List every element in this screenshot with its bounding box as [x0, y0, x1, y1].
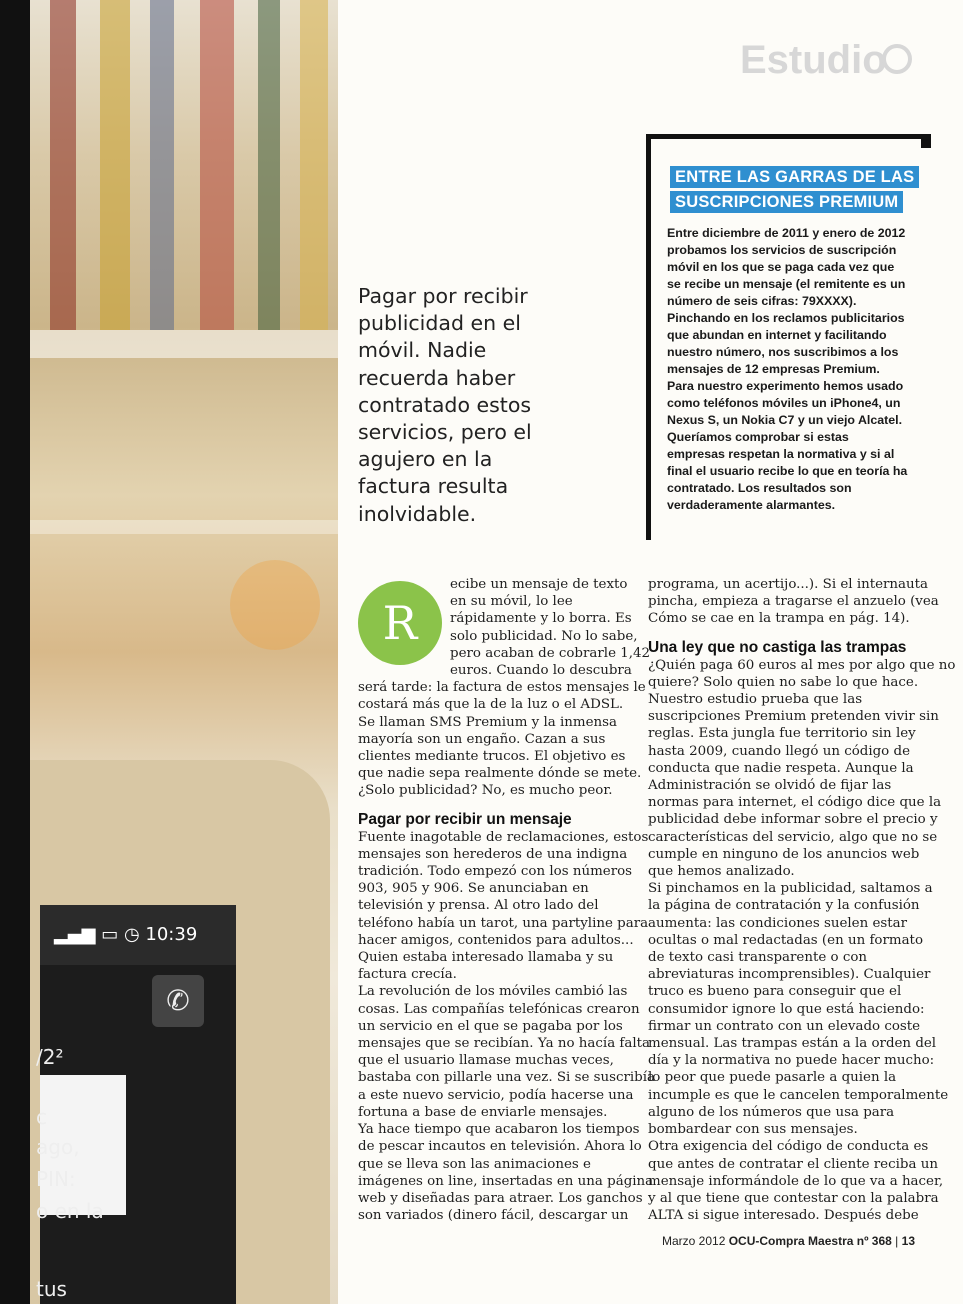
body-line: abreviaturas incomprensibles). Cualquier [648, 967, 931, 983]
box-body-line: probamos los servicios de suscripción [667, 243, 897, 257]
box-title-line: SUSCRIPCIONES PREMIUM [670, 191, 903, 213]
box-body-line: móvil en los que se paga cada vez que [667, 260, 895, 274]
body-line: Cómo se cae en la trampa en pág. 14). [648, 611, 910, 627]
screen-text: tus [36, 1277, 67, 1301]
pull-quote-line: inolvidable. [358, 501, 477, 526]
body-line: firmar un contrato con un elevado coste [648, 1018, 921, 1034]
box-body-line: verdaderamente alarmantes. [667, 498, 836, 512]
photo-shelf [30, 520, 338, 534]
body-line: consumidor ignore lo que está haciendo: [648, 1001, 925, 1017]
pull-quote-line: agujero en la [358, 447, 493, 472]
body-line: Quien estaba interesado llamaba y su [358, 950, 614, 966]
body-line: Otra exigencia del código de conducta es [648, 1139, 929, 1155]
section-heading: Una ley que no castiga las trampas [648, 638, 907, 656]
box-body-line: final el usuario recibe lo que en teoría ha [667, 464, 908, 478]
pull-quote-line: publicidad en el [358, 311, 521, 336]
body-line: en su móvil, lo lee [450, 594, 573, 610]
body-line: día y la normativa no puede hacer mucho: [648, 1053, 935, 1069]
article-column-2 [648, 576, 956, 1224]
body-line: reglas. Esta jungla fue territorio sin ley [648, 726, 916, 742]
body-line: lo peor que puede pasarle a quien la [648, 1070, 897, 1086]
box-body-line: Pinchando en los reclamos publicitarios [667, 311, 905, 325]
footer-separator: | [895, 1234, 899, 1248]
body-line: ¿Quién paga 60 euros al mes por algo que no [648, 657, 956, 673]
page-gutter [0, 0, 30, 1304]
body-line: publicidad debe informar sobre el precio y [648, 812, 938, 828]
sidebar-box-body [667, 225, 919, 514]
body-line: a este nuevo servicio, podía hacerse una [358, 1087, 634, 1103]
body-line: web y diseñadas para atraer. Los ganchos [358, 1190, 643, 1206]
screen-text: c [36, 1105, 47, 1129]
drop-cap: R [358, 581, 442, 665]
phone-clock: 10:39 [145, 924, 198, 945]
box-body-line: contratado. Los resultados son [667, 481, 852, 495]
box-body-line: número de seis cifras: 79XXXX). [667, 294, 857, 308]
body-line: mensajes son herederos de una indigna [358, 846, 628, 862]
body-line: que nadie sepa realmente dónde se mete. [358, 766, 642, 782]
body-line: de texto casi transparente o con [648, 950, 868, 966]
body-line: suscripciones Premium pretenden vivir sin [648, 709, 939, 725]
body-line: costará más que la de la luz o el ADSL. [358, 697, 624, 713]
body-line: solo publicidad. No lo sabe, [450, 628, 638, 644]
body-line: mensual. Las trampas están a la orden del [648, 1036, 937, 1052]
body-line: características del servicio, algo que no se [648, 829, 938, 845]
footer-publication: OCU-Compra Maestra nº 368 [728, 1234, 892, 1248]
body-line: Se llaman SMS Premium y la inmensa [358, 714, 618, 730]
body-line: ecibe un mensaje de texto [450, 577, 628, 592]
section-heading: Pagar por recibir un mensaje [358, 810, 572, 828]
screen-text: PIN: [36, 1167, 76, 1191]
box-body-line: mensajes de 12 empresas Premium. [667, 362, 880, 376]
body-line: 903, 905 y 906. Se anunciaban en [358, 881, 589, 897]
photo-book [200, 0, 234, 330]
body-line: que el usuario llamase muchas veces, [358, 1053, 614, 1069]
body-line: Ya hace tiempo que acabaron los tiempos [358, 1122, 640, 1138]
photo-blur [230, 560, 320, 650]
body-line: pincha, empieza a tragarse el anzuelo (vea [648, 594, 939, 610]
box-body-line: Queríamos comprobar si estas [667, 430, 849, 444]
box-body-line: como teléfonos móviles un iPhone4, un [667, 396, 901, 410]
phone-call-icon: ✆ [152, 975, 204, 1027]
pull-quote-line: móvil. Nadie [358, 338, 487, 363]
body-line: normas para internet, el código dice que la [648, 795, 942, 811]
body-line: Fuente inagotable de reclamaciones, estos [358, 829, 649, 845]
body-line: la página de contratación y la confusión [648, 898, 920, 914]
photo-book [100, 0, 130, 330]
body-line: incumple es que le cancelen temporalmente [648, 1087, 949, 1103]
pull-quote-line: factura resulta [358, 474, 509, 499]
body-line: factura crecía. [358, 967, 457, 983]
body-line: rápidamente y lo borra. Es [450, 611, 632, 627]
body-line: pero acaban de cobrarle 1,42 [450, 645, 651, 661]
body-line: La revolución de los móviles cambió las [358, 984, 628, 1000]
body-line: euros. Cuando lo descubra [450, 663, 632, 679]
body-line: hasta 2009, cuando llegó un código de [648, 743, 911, 759]
body-line: imágenes on line, insertadas en una página [358, 1173, 654, 1189]
body-line: mensaje informándole de lo que va a hacer, [648, 1173, 944, 1189]
body-line: Administración se olvidó de fijar las [648, 778, 892, 794]
screen-text: o en la [36, 1199, 104, 1223]
body-line: hacer amigos, contenidos para adultos... [358, 932, 634, 948]
photo-shelf [30, 330, 338, 358]
box-body-line: empresas respetan la normativa y si al [667, 447, 895, 461]
body-line: televisión y prensa. Al otro lado del [358, 898, 599, 914]
body-line: Nuestro estudio prueba que las [648, 692, 863, 708]
body-line: cosas. Las compañías telefónicas crearon [358, 1001, 640, 1017]
body-line: Si pinchamos en la publicidad, saltamos a [648, 881, 933, 897]
section-icon [882, 44, 912, 74]
body-line: conducta que nadie respeta. Aunque la [648, 760, 914, 776]
body-line: tradición. Todo empezó con los números [358, 864, 633, 880]
footer-date: Marzo 2012 [662, 1234, 726, 1248]
body-line: y al que tiene que contestar con la palabra [648, 1190, 939, 1206]
box-body-line: Entre diciembre de 2011 y enero de 2012 [667, 226, 906, 240]
section-watermark: Estudio [740, 38, 887, 82]
body-line: que antes de contratar el cliente reciba un [648, 1156, 938, 1172]
box-body-line: nuestro número, nos suscribimos a los [667, 345, 899, 359]
body-line: ALTA si sigue interesado. Después debe [648, 1208, 919, 1224]
body-line: que hemos analizado. [648, 864, 795, 880]
body-line: fortuna a base de enviarle mensajes. [358, 1104, 608, 1120]
photo-book [50, 0, 76, 330]
sidebar-box-title [670, 166, 915, 216]
box-corner [921, 134, 931, 148]
pull-quote-line: servicios, pero el [358, 420, 532, 445]
pull-quote [358, 283, 628, 528]
body-line: ocultas o mal redactadas (en un formato [648, 932, 924, 948]
body-line: son variados (dinero fácil, descargar un [358, 1208, 629, 1224]
body-line: aumenta: las condiciones suelen estar [648, 915, 908, 931]
body-line: programa, un acertijo...). Si el internauta [648, 577, 929, 592]
phone-screen [36, 905, 236, 1304]
article-photo [30, 0, 338, 1304]
box-body-line: que abundan en internet y facilitando [667, 328, 887, 342]
pull-quote-line: contratado estos [358, 392, 532, 417]
article-column-1 [358, 576, 656, 1224]
box-body-line: se recibe un mensaje (el remitente es un [667, 277, 906, 291]
body-line: mensajes que se recibían. Ya no hacía falta [358, 1036, 651, 1052]
body-line: teléfono había un tarot, una partyline para [358, 915, 649, 931]
body-line: que se lleva son las animaciones e [358, 1156, 591, 1172]
page-footer [662, 1234, 924, 1248]
page-number: 13 [901, 1234, 915, 1248]
box-body-line: Para nuestro experimento hemos usado [667, 379, 904, 393]
body-line: de pescar incautos en televisión. Ahora lo [358, 1139, 642, 1155]
body-line: será tarde: la factura de estos mensajes le [358, 680, 646, 696]
box-title-line: ENTRE LAS GARRAS DE LAS [670, 166, 919, 188]
photo-book [150, 0, 174, 330]
body-line: un servicio en el que se pagaba por los [358, 1018, 623, 1034]
screen-text: ago, [36, 1135, 80, 1159]
body-line: quiere? Solo quien no sabe lo que hace. [648, 674, 919, 690]
pull-quote-line: recuerda haber [358, 365, 516, 390]
phone-status-bar: ▂▄▆ ▭ ◷ 10:39 [40, 905, 236, 965]
photo-book [300, 0, 328, 330]
box-body-line: Nexus S, un Nokia C7 y un viejo Alcatel. [667, 413, 903, 427]
body-line: ¿Solo publicidad? No, es mucho peor. [358, 783, 613, 799]
body-line: bombardear con sus mensajes. [648, 1122, 858, 1138]
body-line: bastaba con pillarle una vez. Si se suscribía [358, 1070, 656, 1086]
pull-quote-line: Pagar por recibir [358, 284, 528, 308]
body-line: alguno de los números que usa para [648, 1104, 895, 1120]
body-line: truco es bueno para conseguir que el [648, 984, 902, 1000]
body-line: cumple en ninguno de los anuncios web [648, 846, 920, 862]
photo-book [258, 0, 280, 330]
screen-text: /2² [36, 1045, 64, 1069]
body-line: clientes mediante trucos. El objetivo es [358, 749, 626, 765]
body-line: mayoría son un engaño. Cazan a sus [358, 731, 606, 747]
